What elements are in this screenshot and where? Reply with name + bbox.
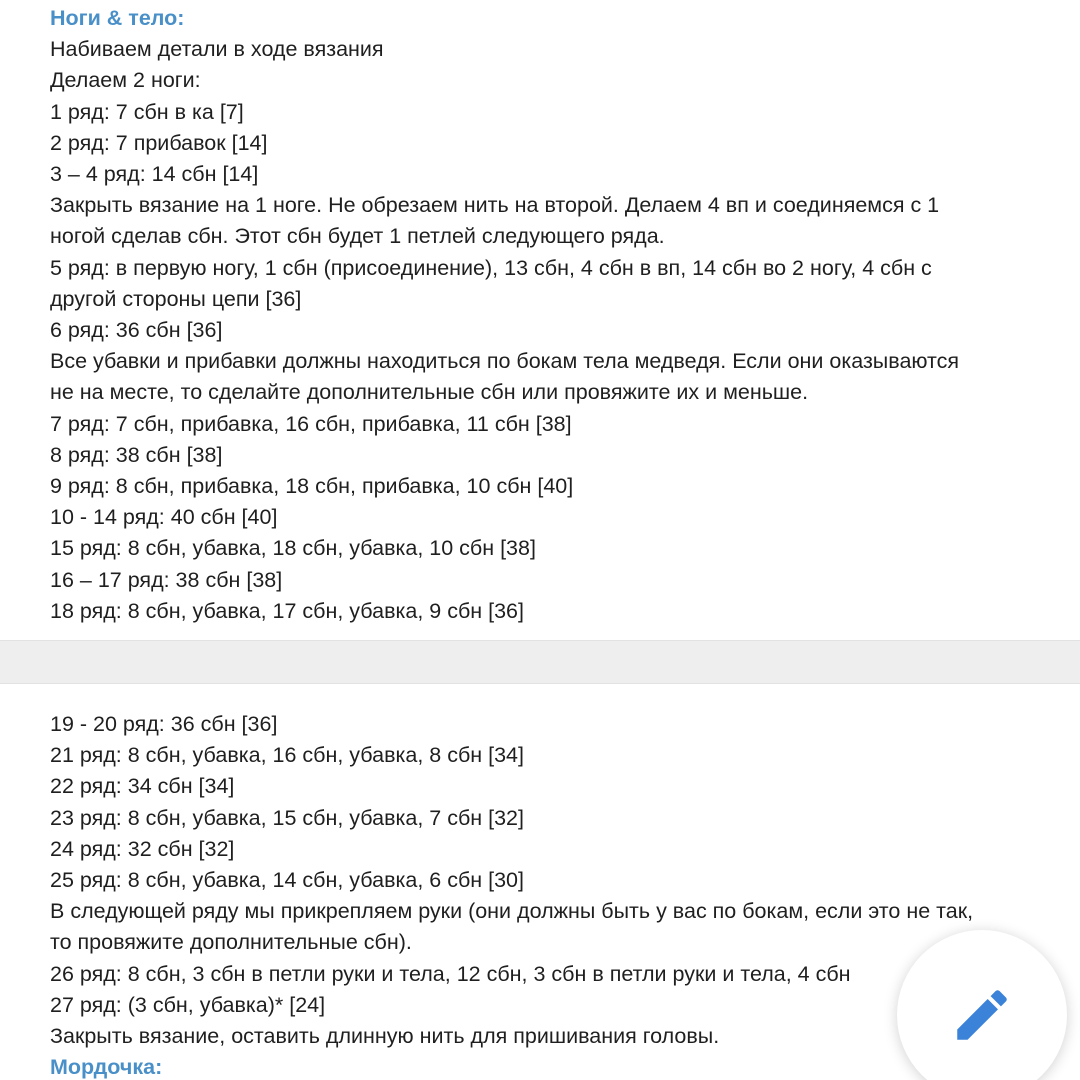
text-line: 1 ряд: 7 сбн в ка [7] [50,99,244,124]
text-line: 2 ряд: 7 прибавок [14] [50,130,268,155]
text-line: 27 ряд: (3 сбн, убавка)* [24] [50,992,326,1017]
text-line: 24 ряд: 32 сбн [32] [50,836,235,861]
text-line: 25 ряд: 8 сбн, убавка, 14 сбн, убавка, 6 сбн [30] [50,868,524,893]
text-line: 19 - 20 ряд: 36 сбн [36] [50,712,278,736]
section-heading-legs-body: Ноги & тело: [50,6,185,30]
text-line: 18 ряд: 8 сбн, убавка, 17 сбн, убавка, 9 сбн [36] [50,598,524,623]
text-line: 26 ряд: 8 сбн, 3 сбн в петли руки и тела, 12 сбн, 3 сбн в петли руки и тела, 4 сбн [50,961,851,986]
text-line: 16 – 17 ряд: 38 сбн [38] [50,567,283,592]
text-line: 7 ряд: 7 сбн, прибавка, 16 сбн, прибавка, 11 сбн [38] [50,411,572,436]
message-separator [0,640,1080,684]
text-line: Делаем 2 ноги: [50,68,201,93]
text-line: ногой сделав сбн. Этот сбн будет 1 петлей следующего ряда. [50,224,665,249]
text-line: не на месте, то сделайте дополнительные сбн или провяжите их и меньше. [50,380,809,405]
text-line: 5 ряд: в первую ногу, 1 сбн (присоединение), 13 сбн, 4 сбн в вп, 14 сбн во 2 ногу, 4 сбн с [50,255,932,280]
text-line: 3 – 4 ряд: 14 сбн [14] [50,162,259,187]
pencil-icon [949,982,1015,1048]
text-line: 8 ряд: 38 сбн [38] [50,442,223,467]
text-line: то провяжите дополнительные сбн). [50,930,412,955]
text-line: 22 ряд: 34 сбн [34] [50,774,235,799]
text-line: 9 ряд: 8 сбн, прибавка, 18 сбн, прибавка, 10 сбн [40] [50,474,574,499]
text-line: 15 ряд: 8 сбн, убавка, 18 сбн, убавка, 10 сбн [38] [50,536,536,561]
text-line: Набиваем детали в ходе вязания [50,37,384,62]
text-line: другой стороны цепи [36] [50,286,302,311]
text-line: 21 ряд: 8 сбн, убавка, 16 сбн, убавка, 8 сбн [34] [50,743,524,768]
text-line: 23 ряд: 8 сбн, убавка, 15 сбн, убавка, 7 сбн [32] [50,805,524,830]
text-line: 10 - 14 ряд: 40 сбн [40] [50,505,278,530]
text-line: Закрыть вязание на 1 ноге. Не обрезаем нить на второй. Делаем 4 вп и соединяемся с 1 [50,193,940,218]
text-line: В следующей ряду мы прикрепляем руки (они должны быть у вас по бокам, если это не так, [50,899,974,924]
text-line: Все убавки и прибавки должны находиться по бокам тела медведя. Если они оказываются [50,349,960,374]
section-heading-muzzle: Мордочка: [50,1055,163,1080]
text-line: 6 ряд: 36 сбн [36] [50,318,223,343]
text-line: Закрыть вязание, оставить длинную нить для пришивания головы. [50,1024,720,1049]
